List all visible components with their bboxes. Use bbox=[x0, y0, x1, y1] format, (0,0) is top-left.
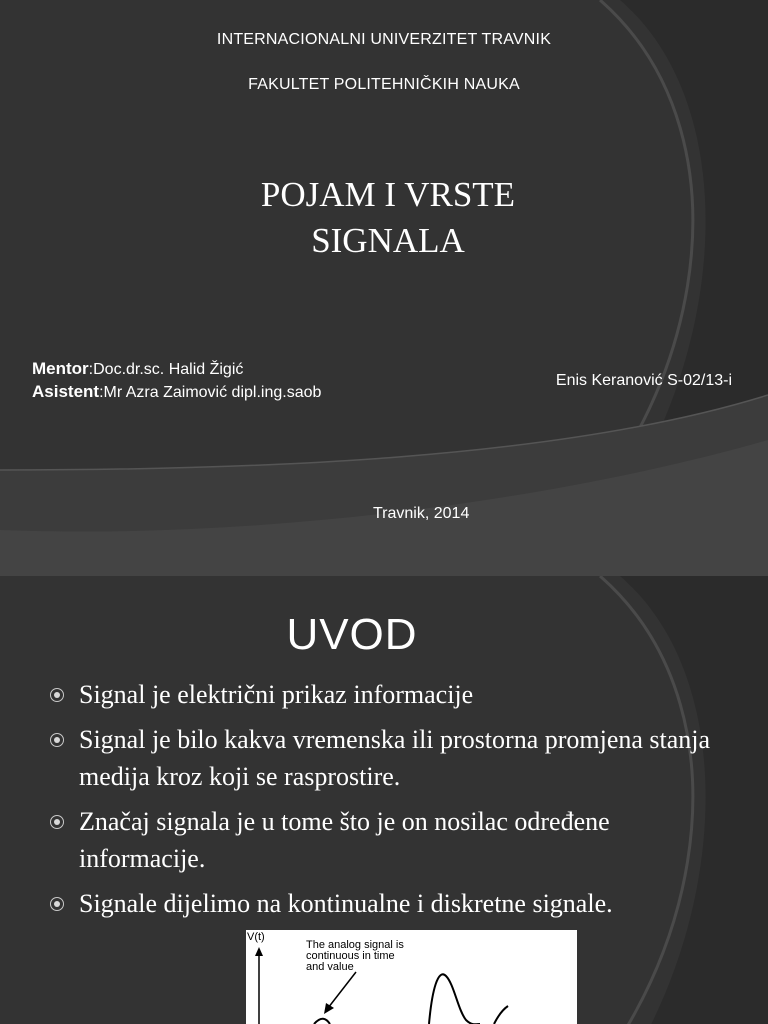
mentor-label: Mentor bbox=[32, 359, 89, 378]
bullet-text: Signal je električni prikaz informacije bbox=[79, 680, 474, 709]
bullet-list bbox=[0, 676, 720, 930]
mentor-line bbox=[32, 359, 243, 379]
list-item bbox=[0, 676, 720, 713]
figure-caption: The analog signal is continuous in time and value bbox=[306, 939, 404, 973]
faculty-name: FAKULTET POLITEHNIČKIH NAUKA bbox=[248, 76, 520, 93]
slide-title-line1: POJAM I VRSTE bbox=[260, 175, 516, 214]
place-date: Travnik, 2014 bbox=[373, 505, 470, 522]
list-item bbox=[0, 721, 720, 795]
list-item bbox=[0, 803, 720, 877]
bullet-circle-icon bbox=[50, 688, 64, 702]
asistent-value: :Mr Azra Zaimović dipl.ing.saob bbox=[99, 384, 322, 401]
bullet-circle-icon bbox=[50, 733, 64, 747]
asistent-label: Asistent bbox=[32, 382, 100, 401]
bullet-text: Značaj signala je u tome što je on nosilac određene informacije. bbox=[79, 807, 610, 873]
intro-slide bbox=[0, 576, 768, 1024]
figure-axis-label: V(t) bbox=[247, 931, 265, 943]
asistent-line bbox=[32, 382, 321, 402]
slide-title: UVOD bbox=[286, 610, 418, 659]
bullet-circle-icon bbox=[50, 897, 64, 911]
bullet-text: Signale dijelimo na kontinualne i diskretne signale. bbox=[79, 889, 613, 918]
bullet-text: Signal je bilo kakva vremenska ili prostorna promjena stanja medija kroz koji se rasprostire. bbox=[79, 725, 711, 791]
bullet-circle-icon bbox=[50, 815, 64, 829]
analog-signal-figure bbox=[246, 930, 577, 1024]
mentor-value: :Doc.dr.sc. Halid Žigić bbox=[88, 361, 244, 378]
list-item bbox=[0, 885, 720, 922]
student-name: Enis Keranović S-02/13-i bbox=[555, 372, 732, 389]
slide-title-line2: SIGNALA bbox=[311, 221, 465, 260]
university-name: INTERNACIONALNI UNIVERZITET TRAVNIK bbox=[216, 31, 552, 48]
